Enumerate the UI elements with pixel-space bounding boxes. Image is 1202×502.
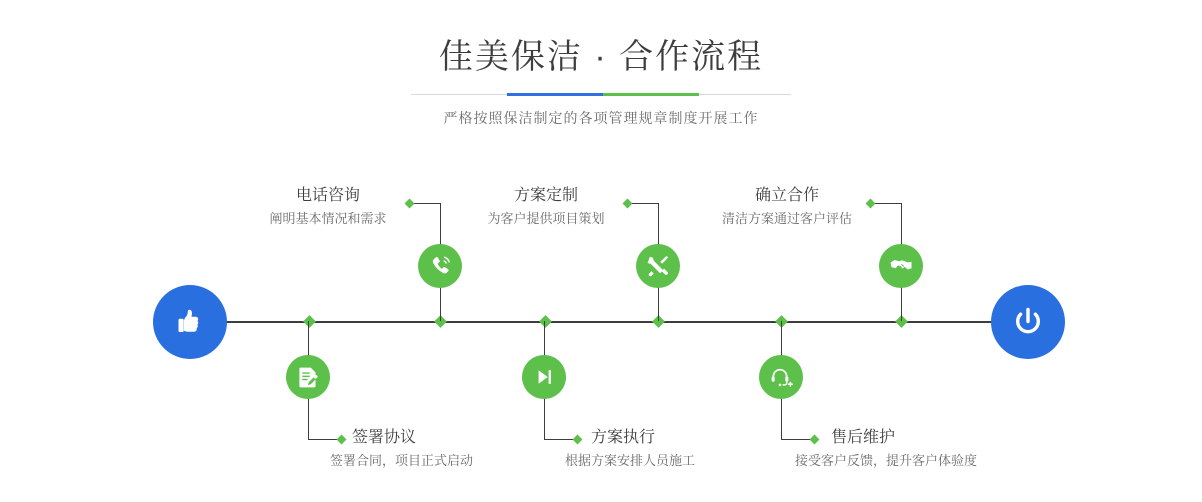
connector-tip [623, 199, 633, 209]
axis-node-dot [303, 315, 316, 328]
header [0, 34, 1202, 128]
thumbs-up-icon [153, 285, 227, 359]
phone-ring-icon [418, 244, 462, 288]
handshake-icon [879, 244, 923, 288]
page-title: 佳美保洁 · 合作流程 [438, 38, 764, 76]
step-label-plan-execute: 方案执行 根据方案安排人员施工 [565, 429, 696, 468]
connector-tip [866, 199, 876, 209]
power-icon [991, 285, 1065, 359]
step-label-sign-agreement: 签署协议 签署合同，项目正式启动 [330, 429, 474, 468]
step-label-after-sales: 售后维护 接受客户反馈，提升客户体验度 [795, 429, 978, 468]
axis-node-dot [539, 315, 552, 328]
support-agent-icon [759, 355, 803, 399]
connector-tip [405, 199, 415, 209]
divider-accent-blue [507, 93, 603, 96]
play-next-icon [522, 355, 566, 399]
step-label-plan-custom: 方案定制 为客户提供项目策划 [487, 187, 605, 226]
page-subtitle: 严格按照保洁制定的各项管理规章制度开展工作 [443, 110, 759, 126]
divider-accent-green [603, 93, 699, 96]
title-divider [411, 93, 791, 96]
step-label-phone-consult: 电话咨询 阐明基本情况和需求 [269, 187, 387, 226]
contract-pen-icon [286, 355, 330, 399]
tools-icon [636, 244, 680, 288]
step-label-establish-cooperation: 确立合作 清洁方案通过客户评估 [721, 187, 852, 226]
